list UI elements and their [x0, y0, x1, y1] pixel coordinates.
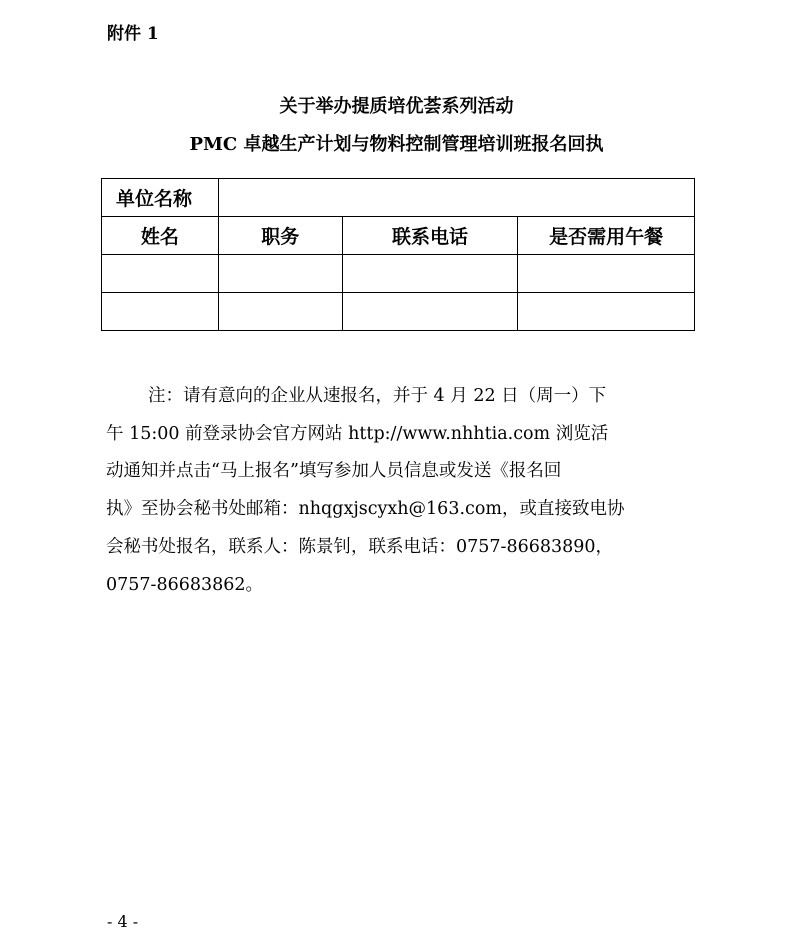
note-line: 午 15:00 前登录协会官方网站 http://www.nhhtia.com 浏览活: [106, 423, 609, 444]
table-cell[interactable]: [218, 255, 342, 293]
table-cell[interactable]: [518, 255, 695, 293]
note-paragraph: [106, 378, 696, 604]
unit-value-cell[interactable]: [218, 179, 694, 217]
column-header-position: 职务: [218, 217, 342, 255]
unit-row: [102, 179, 695, 217]
table-cell[interactable]: [102, 255, 219, 293]
title-line-2: PMC 卓越生产计划与物料控制管理培训班报名回执: [189, 134, 604, 155]
note-line: 执》至协会秘书处邮箱：nhqgxjscyxh@163.com，或直接致电协: [106, 499, 625, 520]
column-header-name: 姓名: [102, 217, 219, 255]
table-row: [102, 255, 695, 293]
column-header-phone: 联系电话: [342, 217, 518, 255]
unit-label: 单位名称: [102, 179, 219, 217]
registration-form-table: [101, 178, 695, 331]
title-line-1: 关于举办提质培优荟系列活动: [279, 96, 514, 117]
column-header-lunch: 是否需用午餐: [518, 217, 695, 255]
note-line: 会秘书处报名，联系人：陈景钊，联系电话：0757-86683890，: [106, 536, 614, 557]
table-row: [102, 293, 695, 331]
table-cell[interactable]: [102, 293, 219, 331]
note-line: 注：请有意向的企业从速报名，并于 4 月 22 日（周一）下: [148, 386, 607, 406]
table-cell[interactable]: [518, 293, 695, 331]
note-line: 0757-86683862。: [106, 574, 264, 595]
page-number: - 4 -: [107, 912, 139, 931]
table-cell[interactable]: [342, 293, 518, 331]
header-row: [102, 217, 695, 255]
note-line: 动通知并点击“马上报名”填写参加人员信息或发送《报名回: [106, 461, 562, 482]
attachment-label: 附件 1: [107, 24, 159, 44]
table-cell[interactable]: [342, 255, 518, 293]
table-cell[interactable]: [218, 293, 342, 331]
